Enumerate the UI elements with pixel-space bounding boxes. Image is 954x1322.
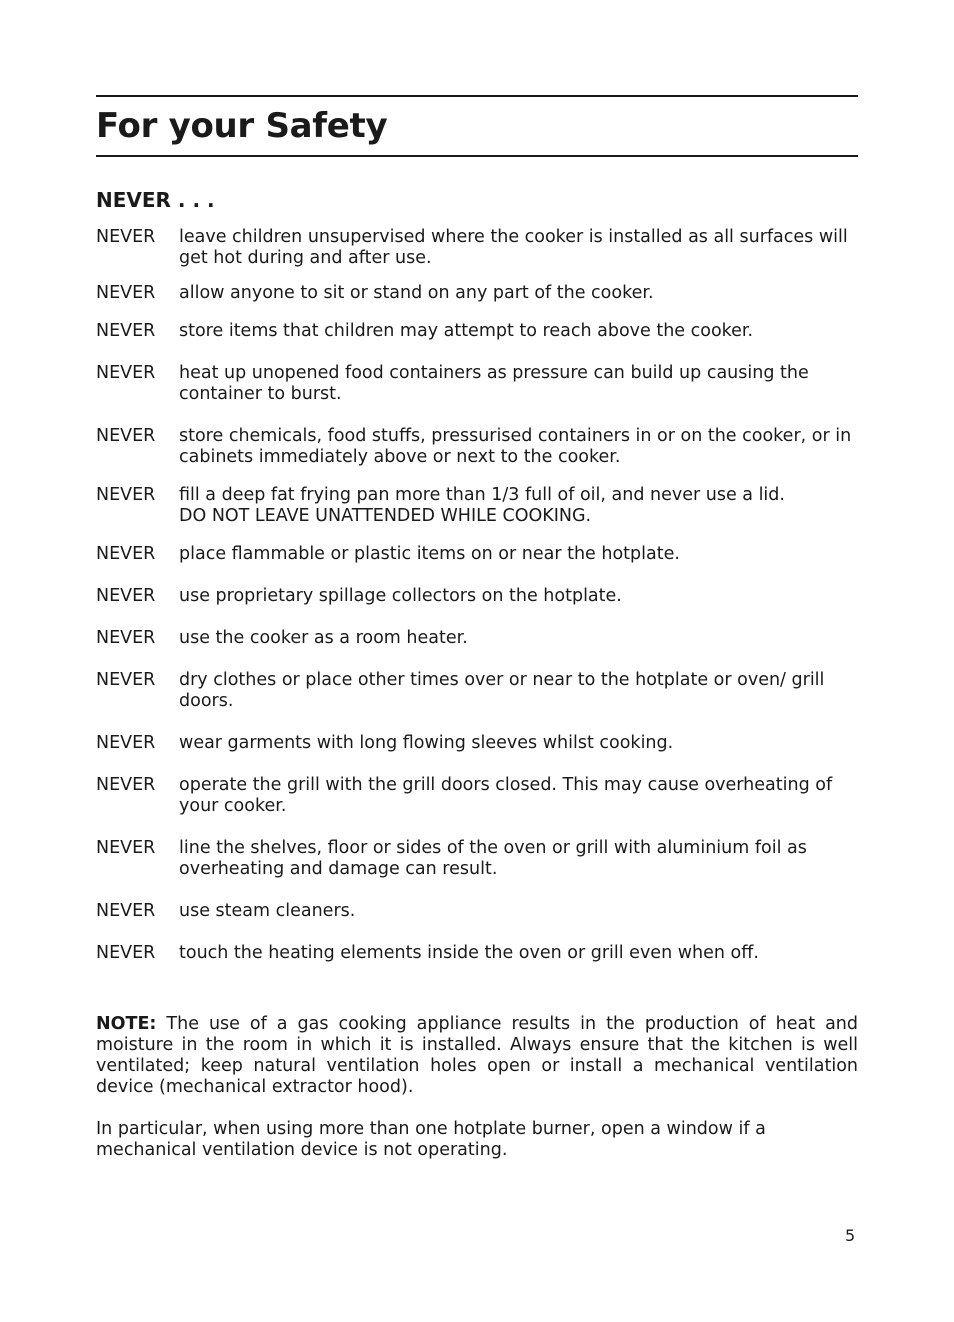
list-item (96, 838, 858, 880)
list-item (96, 227, 858, 266)
page-title: For your Safety (96, 106, 388, 146)
item-text: place flammable or plastic items on or near the hotplate. (179, 544, 680, 564)
list-item (96, 775, 858, 817)
title-underline-rule (96, 155, 858, 157)
item-keyword: NEVER (96, 670, 156, 690)
item-text: use proprietary spillage collectors on the hotplate. (179, 586, 622, 606)
item-keyword: NEVER (96, 943, 156, 963)
item-keyword: NEVER (96, 838, 156, 858)
item-text: use the cooker as a room heater. (179, 628, 468, 648)
list-item (96, 283, 858, 304)
note-paragraph (96, 1014, 858, 1098)
item-keyword: NEVER (96, 485, 156, 505)
item-keyword: NEVER (96, 901, 156, 921)
never-list (96, 227, 858, 964)
item-text: line the shelves, floor or sides of the oven or grill with aluminium foil as overheating and damage can result. (179, 838, 807, 879)
item-text: touch the heating elements inside the oven or grill even when off. (179, 943, 759, 963)
item-keyword: NEVER (96, 363, 156, 383)
page-number: 5 (845, 1226, 856, 1245)
list-item (96, 426, 858, 468)
list-item (96, 544, 858, 565)
item-text-block (179, 485, 858, 527)
item-text: allow anyone to sit or stand on any part of the cooker. (179, 283, 654, 303)
list-item (96, 733, 858, 754)
ventilation-paragraph: In particular, when using more than one hotplate burner, open a window if a mechanical ventilation device is not operating. (96, 1119, 766, 1160)
item-text: store chemicals, food stuffs, pressurised containers in or on the cooker, or in cabinets immediately above or next to the cooker. (179, 426, 852, 467)
list-item (96, 321, 858, 342)
page-content (96, 95, 858, 964)
item-keyword: NEVER (96, 586, 156, 606)
list-item (96, 586, 858, 607)
item-keyword: NEVER (96, 733, 156, 753)
item-warning-text: DO NOT LEAVE UNATTENDED WHILE COOKING. (179, 506, 592, 526)
item-keyword: NEVER (96, 775, 156, 795)
item-text: fill a deep fat frying pan more than 1/3 full of oil, and never use a lid. (179, 485, 785, 505)
item-text: dry clothes or place other times over or near to the hotplate or oven/ grill doors. (179, 670, 825, 711)
section-heading: NEVER . . . (96, 188, 215, 212)
list-item (96, 670, 858, 712)
item-text: use steam cleaners. (179, 901, 356, 921)
list-item (96, 943, 858, 964)
item-keyword: NEVER (96, 227, 156, 247)
item-keyword: NEVER (96, 321, 156, 341)
list-item (96, 628, 858, 649)
note-label: NOTE: (96, 1014, 157, 1034)
item-keyword: NEVER (96, 544, 156, 564)
item-text: operate the grill with the grill doors closed. This may cause overheating of your cooker. (179, 775, 833, 816)
item-text: leave children unsupervised where the cooker is installed as all surfaces will get hot during and after use. (179, 227, 848, 268)
note-text: The use of a gas cooking appliance results in the production of heat and moisture in the room in which it is installed. Always ensure that the kitchen is well ventilated; keep natural ventilation holes open or install a mechanical ventilation device (mechanical extractor hood). (96, 1014, 858, 1097)
list-item (96, 363, 858, 405)
item-text: wear garments with long flowing sleeves whilst cooking. (179, 733, 674, 753)
list-item (96, 485, 858, 527)
list-item (96, 901, 858, 922)
item-keyword: NEVER (96, 628, 156, 648)
item-text: store items that children may attempt to reach above the cooker. (179, 321, 754, 341)
item-keyword: NEVER (96, 426, 156, 446)
item-text: heat up unopened food containers as pressure can build up causing the container to burst. (179, 363, 809, 404)
item-keyword: NEVER (96, 283, 156, 303)
